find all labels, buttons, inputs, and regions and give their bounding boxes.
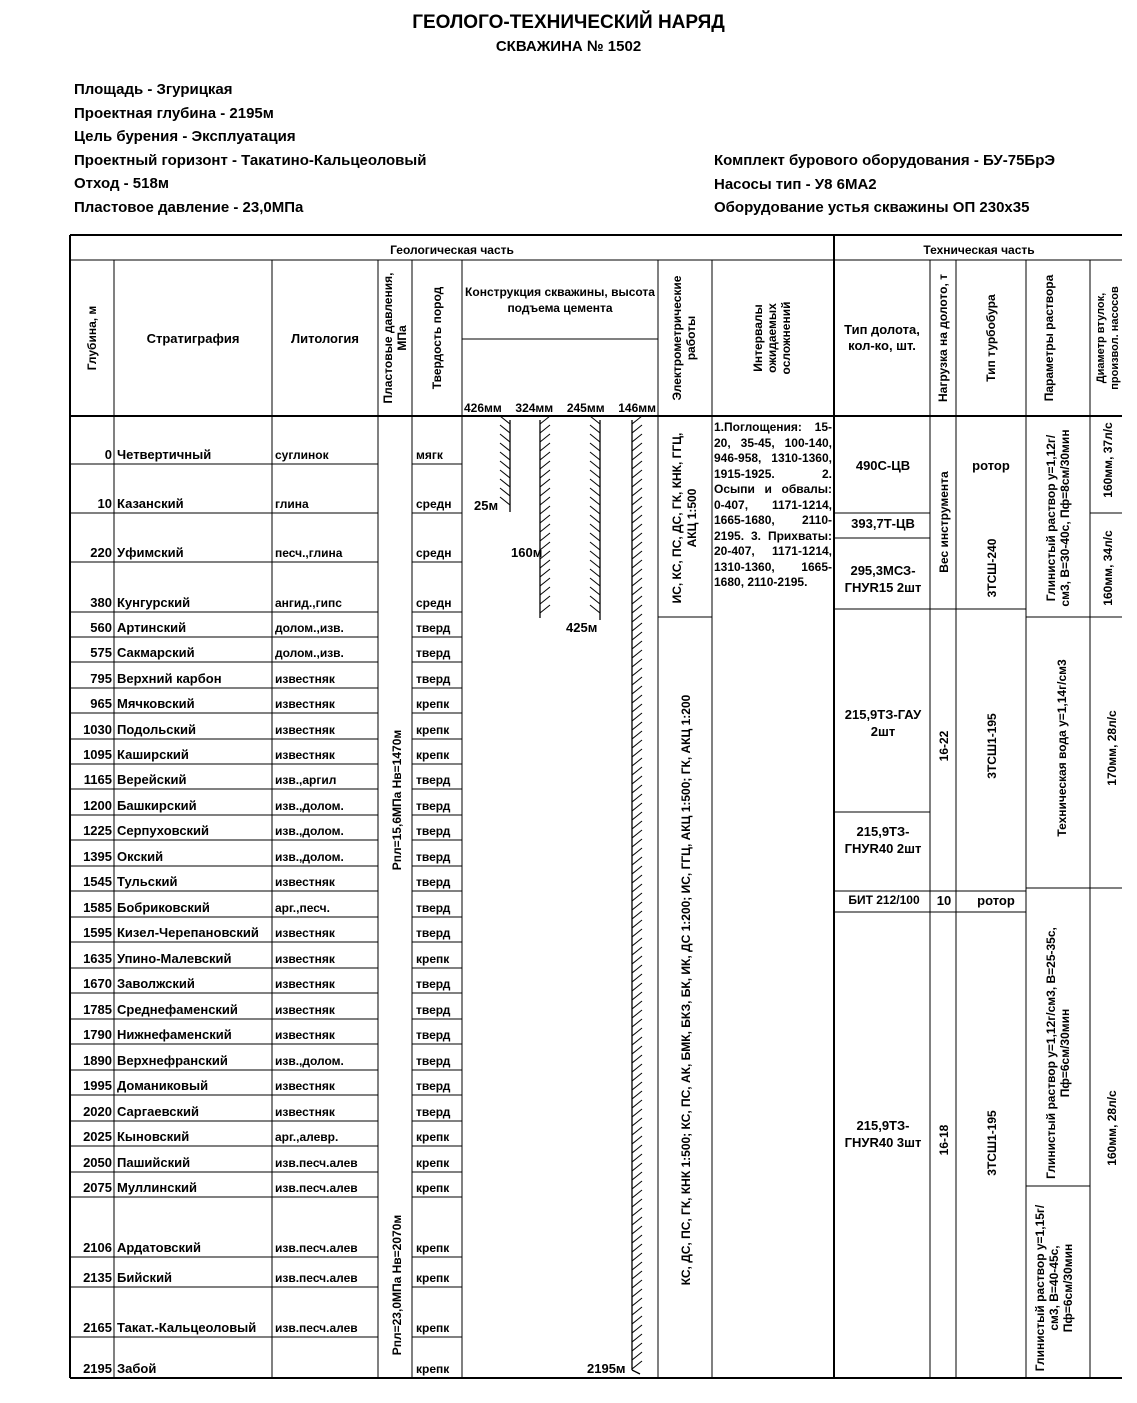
row-stratigraphy: Такат.-Кальцеоловый xyxy=(117,1320,257,1335)
row-depth: 1785 xyxy=(83,1002,112,1017)
row-stratigraphy: Ардатовский xyxy=(117,1240,202,1255)
row-depth: 1225 xyxy=(83,823,112,838)
row-lithology: арг.,алевр. xyxy=(275,1130,339,1144)
row-stratigraphy: Верейский xyxy=(117,772,187,787)
row-lithology: изв.,долом. xyxy=(275,799,344,813)
cement-label-160: 160м xyxy=(511,545,543,560)
row-hardness: тверд xyxy=(416,1054,451,1068)
row-lithology: известняк xyxy=(275,977,335,991)
row-lithology: известняк xyxy=(275,672,335,686)
row-lithology: ангид.,гипс xyxy=(275,596,342,610)
row-hardness: средн xyxy=(416,596,452,610)
row-lithology: изв.песч.алев xyxy=(275,1271,358,1285)
row-depth: 560 xyxy=(90,620,112,635)
row-stratigraphy: Сакмарский xyxy=(117,645,195,660)
turbo-2: 3ТСШ-240 xyxy=(985,538,999,598)
row-stratigraphy: Кыновский xyxy=(117,1129,190,1144)
row-lithology: изв.,аргил xyxy=(275,773,337,787)
liner-2: 160мм, 34л/с xyxy=(1101,530,1115,606)
row-hardness: крепк xyxy=(416,1156,450,1170)
row-stratigraphy: Тульский xyxy=(117,874,178,889)
row-depth: 2195 xyxy=(83,1361,112,1376)
row-hardness: тверд xyxy=(416,773,451,787)
row-lithology: арг.,песч. xyxy=(275,901,330,915)
row-hardness: тверд xyxy=(416,799,451,813)
row-stratigraphy: Казанский xyxy=(117,496,184,511)
turbo-5: 3ТСШ1-195 xyxy=(985,1110,999,1176)
mud-3: Глинистый раствор у=1,12г/см3, В=25-35с, Пф=6см/30мин xyxy=(1044,927,1072,1179)
row-lithology: изв.,долом. xyxy=(275,850,344,864)
row-lithology: долом.,изв. xyxy=(275,621,344,635)
row-hardness: тверд xyxy=(416,646,451,660)
row-lithology: изв.песч.алев xyxy=(275,1156,358,1170)
row-lithology: известняк xyxy=(275,723,335,737)
row-hardness: крепк xyxy=(416,748,450,762)
info-pressure: Пластовое давление - 23,0МПа xyxy=(74,198,304,216)
row-lithology: изв.,долом. xyxy=(275,824,344,838)
row-depth: 1890 xyxy=(83,1053,112,1068)
col-turbo-header: Тип турбобура xyxy=(984,294,998,382)
liner-3: 170мм, 28л/с xyxy=(1105,710,1119,786)
cement-label-2195: 2195м xyxy=(587,1361,626,1376)
row-hardness: мягк xyxy=(416,448,443,462)
row-lithology: известняк xyxy=(275,926,335,940)
geo-part-header: Геологическая часть xyxy=(390,243,514,257)
row-stratigraphy: Среднефаменский xyxy=(117,1002,238,1017)
bit-1: 490С-ЦВ xyxy=(855,458,911,473)
row-depth: 1545 xyxy=(83,874,112,889)
row-stratigraphy: Верхнефранский xyxy=(117,1053,228,1068)
pressure-zone-1: Рпл=15,6МПа Нв=1470м xyxy=(390,729,404,871)
row-lithology: известняк xyxy=(275,1105,335,1119)
col-depth-header: Глубина, м xyxy=(85,305,99,371)
row-lithology: суглинок xyxy=(275,448,329,462)
load-4: 16-18 xyxy=(937,1124,951,1156)
info-offset: Отход - 518м xyxy=(74,175,169,192)
col-bit-header: Тип долота, кол-ко, шт. xyxy=(844,322,920,353)
row-depth: 2075 xyxy=(83,1180,112,1195)
row-hardness: тверд xyxy=(416,850,451,864)
bit-3: 295,3МСЗ-ГНУR15 2шт xyxy=(844,563,922,595)
row-depth: 575 xyxy=(90,645,112,660)
row-stratigraphy: Саргаевский xyxy=(117,1104,199,1119)
row-depth: 1030 xyxy=(83,722,112,737)
row-stratigraphy: Артинский xyxy=(117,620,187,635)
row-stratigraphy: Пашийский xyxy=(117,1155,191,1170)
row-lithology: известняк xyxy=(275,1079,335,1093)
row-lithology: изв.песч.алев xyxy=(275,1241,358,1255)
liner-1: 160мм, 37л/с xyxy=(1101,422,1115,498)
row-stratigraphy: Упино-Малевский xyxy=(117,951,232,966)
row-stratigraphy: Мячковский xyxy=(117,696,195,711)
electro-works-1: ИС, КС, ПС, ДС, ГК, КНК, ГГЦ, АКЦ 1:500 xyxy=(670,432,699,604)
row-lithology: известняк xyxy=(275,952,335,966)
mud-2: Техническая вода у=1,14г/см3 xyxy=(1055,659,1069,837)
row-hardness: тверд xyxy=(416,1028,451,1042)
col-construction-header: Конструкция скважины, высота подъема цемента xyxy=(465,285,655,315)
row-hardness: крепк xyxy=(416,723,450,737)
row-depth: 220 xyxy=(90,545,112,560)
row-depth: 2025 xyxy=(83,1129,112,1144)
row-hardness: тверд xyxy=(416,875,451,889)
row-depth: 0 xyxy=(104,447,112,462)
row-stratigraphy: Четвертичный xyxy=(117,447,212,462)
col-intervals-header: Интервалы ожидаемых осложнений xyxy=(751,301,793,375)
col-pressure-header: Пластовые давления, МПа xyxy=(381,272,409,404)
info-wellhead: Оборудование устья скважины ОП 230х35 xyxy=(714,199,1030,216)
row-lithology: известняк xyxy=(275,1003,335,1017)
row-stratigraphy: Кизел-Черепановский xyxy=(117,925,259,940)
doc-title: ГЕОЛОГО-ТЕХНИЧЕСКИЙ НАРЯД xyxy=(412,12,725,33)
row-hardness: крепк xyxy=(416,1241,450,1255)
row-stratigraphy: Верхний карбон xyxy=(117,671,222,686)
row-lithology: известняк xyxy=(275,697,335,711)
row-hardness: крепк xyxy=(416,952,450,966)
row-depth: 1595 xyxy=(83,925,112,940)
cement-label-25: 25м xyxy=(474,498,499,513)
pressure-zone-2: Рпл=23,0МПа Нв=2070м xyxy=(390,1214,404,1356)
turbo-1: ротор xyxy=(972,458,1010,473)
row-hardness: тверд xyxy=(416,672,451,686)
turbo-3: 3ТСШ1-195 xyxy=(985,713,999,779)
mud-1: Глинистый раствор у=1,12г/см3, В=30-40с, Пф=8см/30мин xyxy=(1044,429,1072,607)
row-stratigraphy: Каширский xyxy=(117,747,189,762)
bit-7: 215,9ТЗ-ГНУR40 3шт xyxy=(844,1118,922,1150)
row-hardness: средн xyxy=(416,546,452,560)
row-stratigraphy: Доманиковый xyxy=(117,1078,209,1093)
row-hardness: крепк xyxy=(416,697,450,711)
load-2: 16-22 xyxy=(937,730,951,762)
row-lithology: изв.песч.алев xyxy=(275,1321,358,1335)
col-liner-header: Диаметр втулок, произвол. насосов xyxy=(1095,286,1121,390)
casing-sizes xyxy=(462,401,658,415)
row-stratigraphy: Серпуховский xyxy=(117,823,210,838)
row-depth: 2106 xyxy=(83,1240,112,1255)
row-depth: 965 xyxy=(90,696,112,711)
row-hardness: средн xyxy=(416,497,452,511)
row-depth: 2050 xyxy=(83,1155,112,1170)
row-depth: 1790 xyxy=(83,1027,112,1042)
row-lithology: известняк xyxy=(275,1028,335,1042)
info-equipment: Комплект бурового оборудования - БУ-75БрЭ xyxy=(714,152,1056,169)
info-purpose: Цель бурения - Эксплуатация xyxy=(74,128,296,145)
row-depth: 1095 xyxy=(83,747,112,762)
row-stratigraphy: Муллинский xyxy=(117,1180,197,1195)
row-depth: 2135 xyxy=(83,1270,112,1285)
info-horizon: Проектный горизонт - Такатино-Кальцеоловый xyxy=(74,151,427,169)
casing-426: 426мм xyxy=(464,401,502,415)
row-lithology: известняк xyxy=(275,875,335,889)
row-depth: 380 xyxy=(90,595,112,610)
cement-label-425: 425м xyxy=(566,620,598,635)
info-area: Площадь - Згурицкая xyxy=(74,81,233,98)
row-stratigraphy: Бобриковский xyxy=(117,900,210,915)
row-stratigraphy: Подольский xyxy=(117,722,196,737)
tech-part-header: Техническая часть xyxy=(923,243,1035,257)
row-hardness: крепк xyxy=(416,1321,450,1335)
electro-works-2: КС, ДС, ПС, ГК, КНК 1:500; КС, ПС, АК, БМК, БКЗ, БК, ИК, ДС 1:200; ИС, ГГЦ, АКЦ 1:500; ГК, АКЦ 1:200 xyxy=(679,694,693,1286)
row-stratigraphy: Башкирский xyxy=(117,798,197,813)
row-depth: 1670 xyxy=(83,976,112,991)
row-lithology: известняк xyxy=(275,748,335,762)
row-hardness: крепк xyxy=(416,1271,450,1285)
row-stratigraphy: Бийский xyxy=(117,1270,173,1285)
row-hardness: тверд xyxy=(416,1105,451,1119)
row-depth: 1635 xyxy=(83,951,112,966)
row-lithology: изв.песч.алев xyxy=(275,1181,358,1195)
row-depth: 1585 xyxy=(83,900,112,915)
row-lithology: глина xyxy=(275,497,309,511)
row-hardness: тверд xyxy=(416,977,451,991)
col-lith-header: Литология xyxy=(291,331,359,346)
row-hardness: тверд xyxy=(416,1079,451,1093)
load-1: Вес инструмента xyxy=(937,471,951,573)
casing-146: 146мм xyxy=(618,401,656,415)
row-depth: 2020 xyxy=(83,1104,112,1119)
mud-4: Глинистый раствор у=1,15г/см3, В=40-45с, Пф=6см/30мин xyxy=(1033,1204,1075,1372)
turbo-4: ротор xyxy=(977,893,1015,908)
col-load-header: Нагрузка на долото, т xyxy=(936,274,950,402)
row-hardness: тверд xyxy=(416,926,451,940)
load-3: 10 xyxy=(936,893,952,908)
row-depth: 1395 xyxy=(83,849,112,864)
casing-324: 324мм xyxy=(515,401,554,415)
row-depth: 10 xyxy=(97,496,112,511)
row-stratigraphy: Забой xyxy=(117,1361,157,1376)
row-stratigraphy: Окский xyxy=(117,849,164,864)
row-hardness: крепк xyxy=(416,1181,450,1195)
row-stratigraphy: Кунгурский xyxy=(117,595,191,610)
col-electro-header: Электрометрические работы xyxy=(670,275,698,401)
row-hardness: тверд xyxy=(416,824,451,838)
bit-2: 393,7Т-ЦВ xyxy=(851,516,915,531)
casing-245: 245мм xyxy=(566,401,605,415)
row-depth: 795 xyxy=(90,671,112,686)
row-depth: 2165 xyxy=(83,1320,112,1335)
col-hardness-header: Твердость пород xyxy=(430,286,444,390)
row-lithology: песч.,глина xyxy=(275,546,343,560)
row-stratigraphy: Нижнефаменский xyxy=(117,1027,232,1042)
row-lithology: изв.,долом. xyxy=(275,1054,344,1068)
row-stratigraphy: Уфимский xyxy=(117,545,184,560)
col-mud-header: Параметры раствора xyxy=(1042,274,1056,402)
complications-text: 1.Поглощения: 15-20, 35-45, 100-140, 946-958, 1310-1360, 1915-1925. 2. Осыпи и обвалы: 0-407, 1171-1214, 1665-1680, 2110-2195. 3. Прихваты: 20-407, 1171-1214, 1310-1360, 1665-1680, 2110-2195. xyxy=(714,420,832,589)
bit-5: 215,9ТЗ-ГНУR40 2шт xyxy=(844,824,922,856)
row-hardness: тверд xyxy=(416,1003,451,1017)
bit-4: 215,9ТЗ-ГАУ 2шт xyxy=(844,707,922,739)
row-lithology: долом.,изв. xyxy=(275,646,344,660)
row-stratigraphy: Заволжский xyxy=(117,976,195,991)
row-hardness: тверд xyxy=(416,901,451,915)
row-hardness: крепк xyxy=(416,1362,450,1376)
well-number: СКВАЖИНА № 1502 xyxy=(495,38,642,55)
liner-4: 160мм, 28л/с xyxy=(1105,1090,1119,1166)
row-depth: 1165 xyxy=(83,772,112,787)
row-hardness: тверд xyxy=(416,621,451,635)
row-hardness: крепк xyxy=(416,1130,450,1144)
col-strat-header: Стратиграфия xyxy=(146,331,240,346)
info-pumps: Насосы тип - У8 6МА2 xyxy=(714,175,877,193)
row-depth: 1200 xyxy=(83,798,112,813)
row-depth: 1995 xyxy=(83,1078,112,1093)
info-depth: Проектная глубина - 2195м xyxy=(74,104,274,122)
bit-6: БИТ 212/100 xyxy=(848,893,920,907)
